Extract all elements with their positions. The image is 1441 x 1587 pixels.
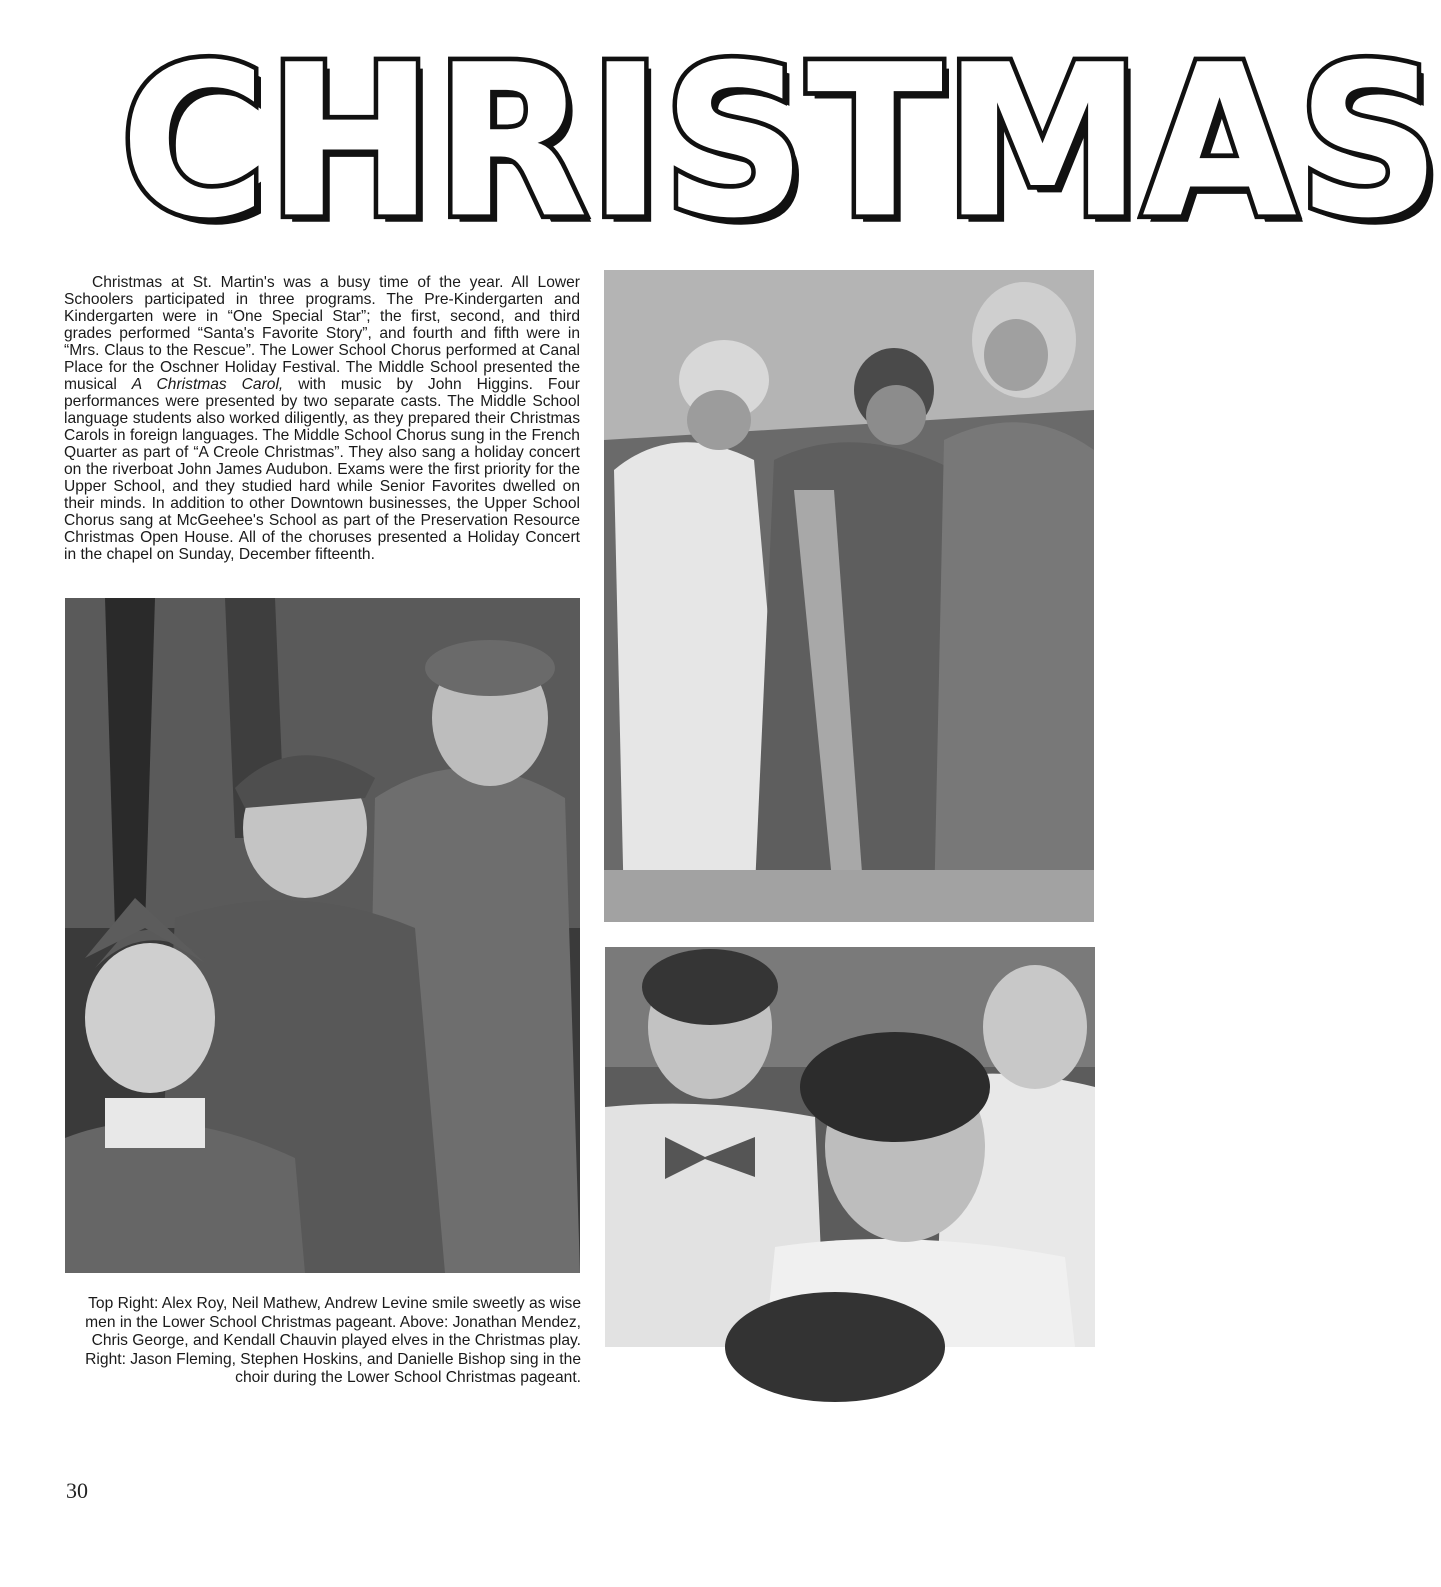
title-letter: C [120,19,267,265]
title-letter: S [1296,19,1441,265]
photo-choir [605,947,1095,1347]
body-text-part1: Christmas at St. Martin's was a busy time of the year. All Lower Schoolers participated in three programs. The Pre-Kindergarten and Kindergarten were in “One Special Star”; the first, second, and third grades performed “Santa's Favorite Story”, and fourth and fifth were in “Mrs. Claus to the Rescue”. The Lower School Chorus performed at Canal Place for the Oschner Holiday Festival. The Middle School presented the musical [64,274,580,393]
body-text-part2: with music by John Higgins. Four performances were presented by two separate casts. The Middle School language students also worked diligently, as they prepared their Christmas Carols in foreign languages. The Middle School Chorus sung in the French Quarter as part of “A Creole Christmas”. They also sang a holiday concert on the riverboat John James Audubon. Exams were the first priority for the Upper School, and they studied hard while Senior Favorites dwelled on their minds. In addition to other Downtown businesses, the Upper School Chorus sang at McGeehee's School as part of the Preservation Resource Christmas Open House. All of the choruses presented a Holiday Concert in the chapel on Sunday, December fifteenth. [64,376,580,563]
page-title [120,19,1441,265]
title-letter: I [588,19,663,265]
title-letter: M [943,19,1143,265]
body-text [64,274,580,563]
title-letter: A [1142,19,1297,265]
title-letter: R [434,19,589,265]
title-letter: H [266,19,435,265]
body-text-italic: A Christmas Carol, [131,376,284,393]
photo-elves [65,598,580,1273]
photo-wise-men [604,270,1094,922]
page-number: 30 [66,1478,88,1503]
title-letter: S [662,19,807,265]
title-letter: T [806,19,944,265]
photo-caption: Top Right: Alex Roy, Neil Mathew, Andrew Levine smile sweetly as wise men in the Lower School Christmas pageant. Above: Jonathan Mendez, Chris George, and Kendall Chauvin played elves in the Christmas play. Right: Jason Fleming, Stephen Hoskins, and Danielle Bishop sing in the choir during the Lower School Christmas pageant. [85,1295,581,1386]
